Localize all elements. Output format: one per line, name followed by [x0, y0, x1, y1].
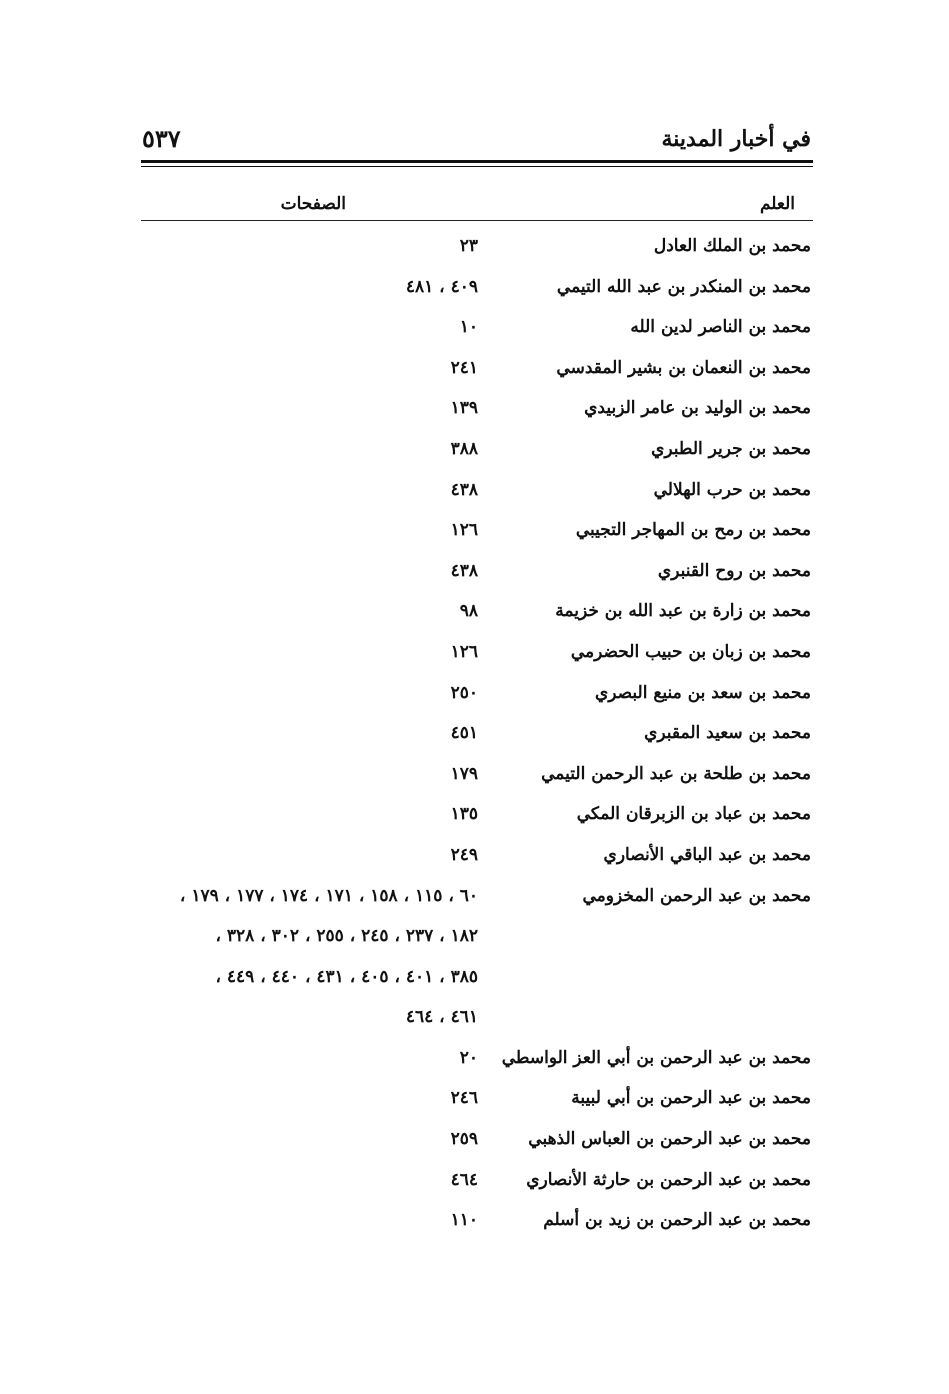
index-entry-line	[131, 796, 811, 837]
header-rule-thin	[141, 166, 813, 167]
index-entry	[131, 1040, 811, 1081]
entry-pages: ٤٦٤	[450, 1169, 478, 1190]
index-entry	[131, 675, 811, 716]
entry-name: محمد بن عبد الرحمن بن العباس الذهبي	[528, 1129, 811, 1150]
entry-name: محمد بن المنكدر بن عبد الله التيمي	[556, 276, 811, 297]
index-entry	[131, 1080, 811, 1121]
entry-pages: ١٣٥	[450, 804, 478, 825]
entry-name: محمد بن عبد الرحمن بن زيد بن أسلم	[543, 1210, 811, 1231]
entry-pages: ٤٣٨	[450, 479, 478, 500]
index-entry	[131, 269, 811, 310]
index-entry-line	[131, 1162, 811, 1203]
index-entry-line	[131, 593, 811, 634]
entry-name: محمد بن طلحة بن عبد الرحمن التيمي	[541, 763, 811, 784]
index-entry-line	[131, 512, 811, 553]
entry-pages: ٤٣٨	[450, 560, 478, 581]
column-heading-rule	[141, 220, 813, 221]
entry-name: محمد بن النعمان بن بشير المقدسي	[556, 357, 811, 378]
entry-pages: ٤٥١	[450, 723, 478, 744]
index-entry	[131, 553, 811, 594]
index-entry	[131, 472, 811, 513]
entry-pages: ١٨٢ ، ٢٣٧ ، ٢٤٥ ، ٢٥٥ ، ٣٠٢ ، ٣٢٨ ،	[215, 926, 478, 947]
index-entry-line	[131, 1121, 811, 1162]
entry-pages: ٣٨٥ ، ٤٠١ ، ٤٠٥ ، ٤٣١ ، ٤٤٠ ، ٤٤٩ ،	[215, 966, 478, 987]
entry-name: محمد بن جرير الطبري	[651, 438, 811, 459]
index-entry	[131, 309, 811, 350]
entry-pages: ٤٦١ ، ٤٦٤	[405, 1007, 478, 1028]
header-rule	[141, 160, 813, 163]
index-entry-line	[131, 228, 811, 269]
index-entry-line	[131, 1202, 811, 1243]
entry-pages: ٢٣	[459, 236, 478, 256]
index-entry-line	[131, 1040, 811, 1081]
index-entry-line	[131, 390, 811, 431]
entry-pages: ٢٤٩	[450, 844, 478, 865]
entry-name: محمد بن زارة بن عبد الله بن خزيمة	[555, 601, 811, 622]
entry-name: محمد بن سعد بن منيع البصري	[594, 682, 811, 703]
index-entry-line	[131, 553, 811, 594]
index-entry	[131, 634, 811, 675]
entry-name: محمد بن حرب الهلالي	[653, 479, 811, 500]
index-entry-line	[131, 756, 811, 797]
entry-name: محمد بن عبد الرحمن بن أبي لبيبة	[571, 1088, 811, 1109]
entry-pages: ٢٥٠	[450, 682, 478, 703]
entry-name: محمد بن رمح بن المهاجر التجيبي	[575, 520, 811, 541]
index-entry	[131, 1162, 811, 1203]
index-entry-line	[131, 472, 811, 513]
index-entry-line	[131, 959, 811, 1000]
entry-pages: ٦٠ ، ١١٥ ، ١٥٨ ، ١٧١ ، ١٧٤ ، ١٧٧ ، ١٧٩ ،	[179, 885, 478, 906]
entry-pages: ١٠	[459, 317, 478, 338]
entry-pages: ٢٥٩	[450, 1129, 478, 1150]
index-entry	[131, 593, 811, 634]
index-entry	[131, 756, 811, 797]
entry-name: محمد بن عبد الرحمن بن حارثة الأنصاري	[526, 1169, 811, 1190]
entry-pages: ٢٠	[459, 1047, 478, 1068]
entry-name: محمد بن زبان بن حبيب الحضرمي	[570, 641, 811, 662]
index-entry	[131, 431, 811, 472]
index-entry-line	[131, 1080, 811, 1121]
running-title: في أخبار المدينة	[661, 126, 811, 152]
entry-pages: ١٢٦	[450, 641, 478, 662]
entry-pages: ١٧٩	[450, 763, 478, 784]
index-entry-line	[131, 878, 811, 919]
index-entry	[131, 1202, 811, 1243]
entry-pages: ٤٠٩ ، ٤٨١	[405, 276, 478, 297]
index-entry	[131, 350, 811, 391]
entry-name: محمد بن روح القنبري	[657, 560, 811, 581]
entry-pages: ١١٠	[450, 1210, 478, 1231]
index-entry-line	[131, 431, 811, 472]
name-column-heading: العلم	[759, 194, 795, 214]
index-entry	[131, 512, 811, 553]
entry-name: محمد بن عبد الباقي الأنصاري	[603, 844, 811, 865]
entry-pages: ١٣٩	[450, 398, 478, 419]
entry-name: محمد بن سعيد المقبري	[644, 723, 811, 744]
pages-column-heading: الصفحات	[280, 194, 346, 214]
entry-name: محمد بن الملك العادل	[653, 236, 811, 256]
index-entry	[131, 1121, 811, 1162]
entry-pages: ٩٨	[459, 601, 478, 622]
entry-name: محمد بن الوليد بن عامر الزبيدي	[584, 398, 811, 419]
entry-name: محمد بن عباد بن الزبرقان المكي	[576, 804, 811, 825]
index-entry-line	[131, 837, 811, 878]
index-entry-line	[131, 715, 811, 756]
entry-pages: ٣٨٨	[450, 438, 478, 459]
entry-name: محمد بن عبد الرحمن بن أبي العز الواسطي	[501, 1047, 811, 1068]
index-entry-line	[131, 634, 811, 675]
entry-pages: ٢٤٦	[450, 1088, 478, 1109]
entry-name: محمد بن الناصر لدين الله	[630, 317, 811, 338]
entry-pages: ٢٤١	[450, 357, 478, 378]
index-entry-line	[131, 675, 811, 716]
entry-name: محمد بن عبد الرحمن المخزومي	[582, 885, 811, 906]
index-entry	[131, 878, 811, 1040]
index-entry	[131, 715, 811, 756]
index-entry-line	[131, 350, 811, 391]
page-number: ٥٣٧	[142, 124, 181, 153]
index-entry	[131, 837, 811, 878]
index-entry	[131, 390, 811, 431]
entry-pages: ١٢٦	[450, 520, 478, 541]
index-entry-line	[131, 918, 811, 959]
index-entry-line	[131, 309, 811, 350]
index-entry	[131, 796, 811, 837]
index-entries-list	[131, 228, 811, 1243]
index-entry-line	[131, 999, 811, 1040]
index-entry-line	[131, 269, 811, 310]
index-entry	[131, 228, 811, 269]
